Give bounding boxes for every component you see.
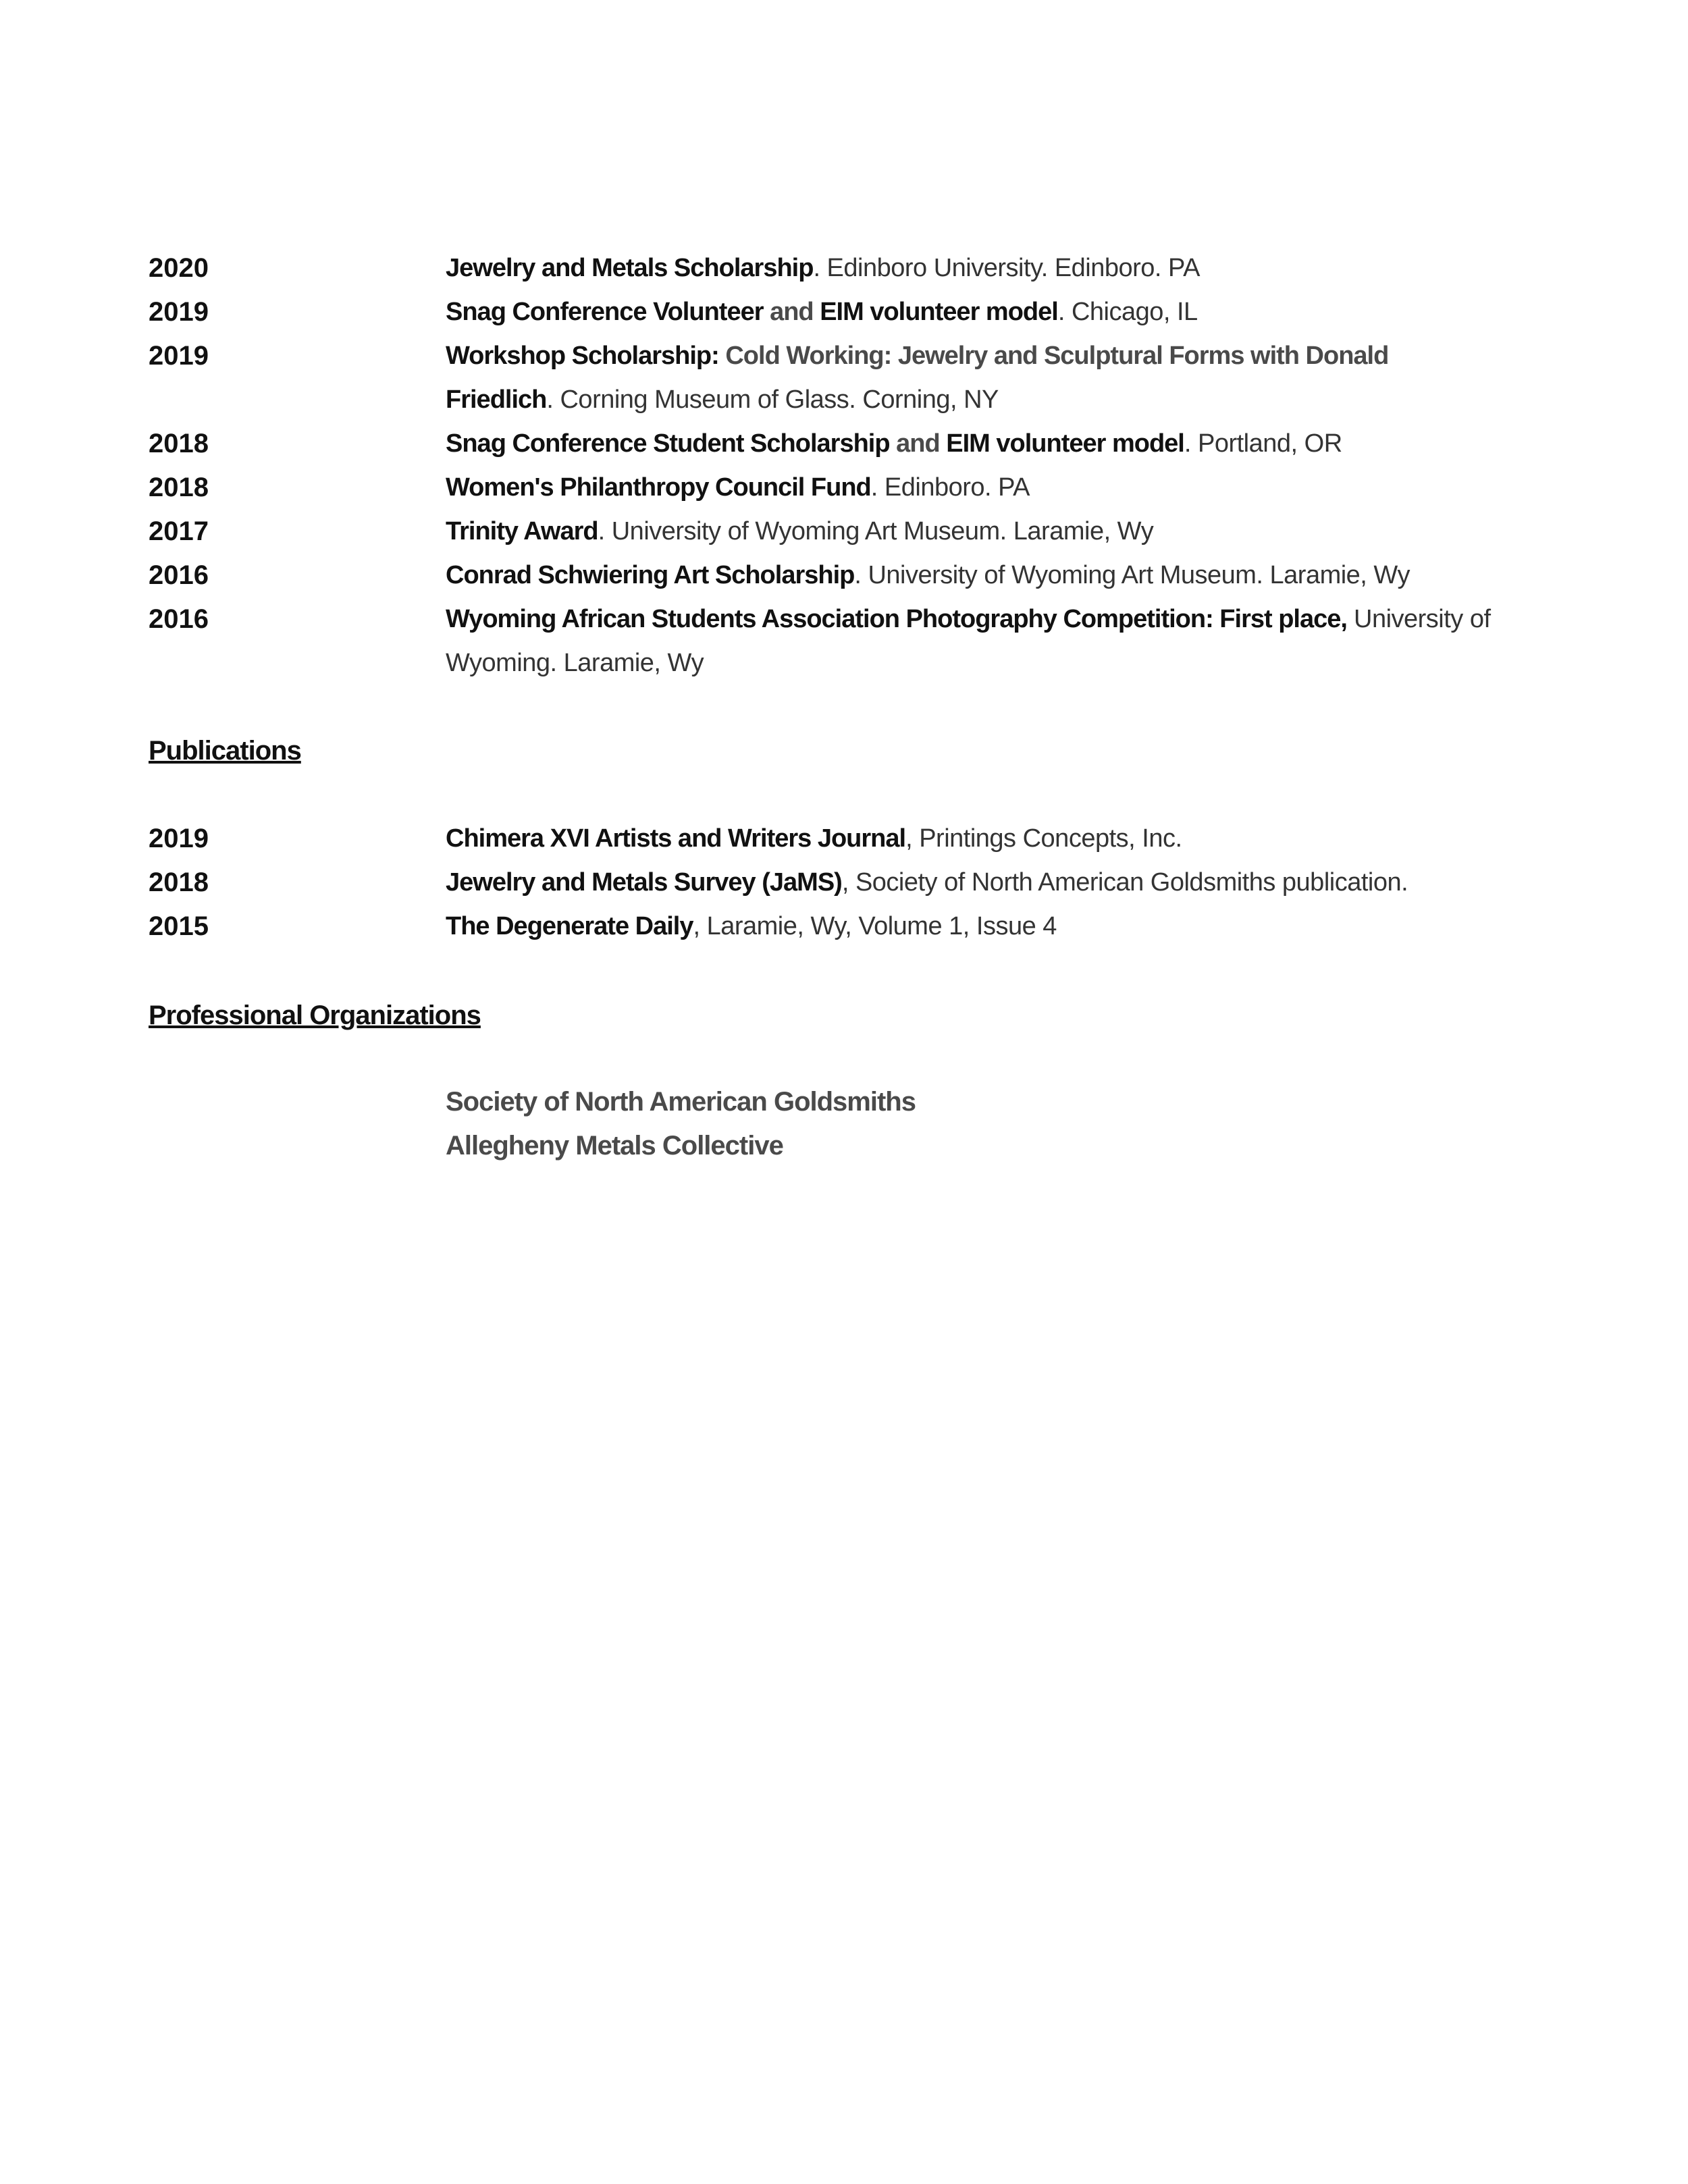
publications-heading: Publications xyxy=(149,736,301,766)
award-entry xyxy=(446,422,1553,466)
award-detail: . Edinboro. PA xyxy=(870,473,1030,502)
award-row xyxy=(149,246,1553,290)
award-detail: . University of Wyoming Art Museum. Laramie, Wy xyxy=(598,517,1154,545)
award-year: 2018 xyxy=(149,473,209,502)
organization-item: Society of North American Goldsmiths xyxy=(446,1087,916,1117)
award-detail: . Chicago, IL xyxy=(1057,298,1198,326)
award-title: Wyoming African Students Association Photography Competition: First place, xyxy=(446,605,1347,633)
award-detail: . University of Wyoming Art Museum. Laramie, Wy xyxy=(854,561,1410,589)
publication-year: 2018 xyxy=(149,868,209,897)
award-year: 2018 xyxy=(149,429,209,458)
award-title-secondary: EIM volunteer model xyxy=(946,429,1184,458)
award-detail: . Portland, OR xyxy=(1184,429,1342,458)
award-row xyxy=(149,597,1553,685)
award-title: Workshop Scholarship: xyxy=(446,342,719,370)
award-detail-line2: Wyoming. Laramie, Wy xyxy=(446,649,704,677)
award-detail: University of xyxy=(1346,605,1491,633)
organizations-heading: Professional Organizations xyxy=(149,1001,481,1030)
publication-row xyxy=(149,861,1553,905)
award-title-continued: Cold Working: Jewelry and Sculptural Forms with Donald xyxy=(718,342,1389,370)
award-row xyxy=(149,422,1553,466)
award-detail: . Edinboro University. Edinboro. PA xyxy=(813,254,1200,282)
award-title: Women's Philanthropy Council Fund xyxy=(446,473,871,502)
award-conjunction: and xyxy=(763,298,820,326)
publication-year: 2015 xyxy=(149,911,209,941)
award-year: 2019 xyxy=(149,341,209,371)
award-year: 2017 xyxy=(149,516,209,546)
publication-detail: , Society of North American Goldsmiths publication. xyxy=(841,868,1408,897)
award-year: 2020 xyxy=(149,253,209,283)
award-entry xyxy=(446,510,1553,554)
award-row xyxy=(149,334,1553,422)
award-title: Trinity Award xyxy=(446,517,598,545)
award-title: Snag Conference Volunteer xyxy=(446,298,764,326)
award-entry xyxy=(446,466,1553,510)
award-entry xyxy=(446,334,1553,422)
publication-entry xyxy=(446,861,1553,905)
publication-detail: , Printings Concepts, Inc. xyxy=(905,824,1182,853)
award-entry xyxy=(446,554,1553,597)
publication-row xyxy=(149,905,1553,949)
award-title: Jewelry and Metals Scholarship xyxy=(446,254,814,282)
award-title-secondary: EIM volunteer model xyxy=(820,298,1058,326)
award-detail: . Corning Museum of Glass. Corning, NY xyxy=(546,385,999,414)
award-entry xyxy=(446,597,1553,685)
award-row xyxy=(149,466,1553,510)
award-title: Conrad Schwiering Art Scholarship xyxy=(446,561,855,589)
award-title: Snag Conference Student Scholarship xyxy=(446,429,890,458)
publication-title: The Degenerate Daily xyxy=(446,912,693,940)
award-year: 2019 xyxy=(149,297,209,327)
award-conjunction: and xyxy=(889,429,947,458)
publication-entry xyxy=(446,905,1553,949)
award-row xyxy=(149,510,1553,554)
publication-row xyxy=(149,817,1553,861)
publication-detail: , Laramie, Wy, Volume 1, Issue 4 xyxy=(693,912,1057,940)
publication-title: Chimera XVI Artists and Writers Journal xyxy=(446,824,906,853)
award-row xyxy=(149,554,1553,597)
award-row xyxy=(149,290,1553,334)
award-entry xyxy=(446,246,1553,290)
award-year: 2016 xyxy=(149,560,209,590)
publication-title: Jewelry and Metals Survey (JaMS) xyxy=(446,868,842,897)
award-title-line2: Friedlich xyxy=(446,385,547,414)
organization-item: Allegheny Metals Collective xyxy=(446,1131,783,1161)
publication-entry xyxy=(446,817,1553,861)
award-entry xyxy=(446,290,1553,334)
publication-year: 2019 xyxy=(149,824,209,853)
award-year: 2016 xyxy=(149,604,209,634)
